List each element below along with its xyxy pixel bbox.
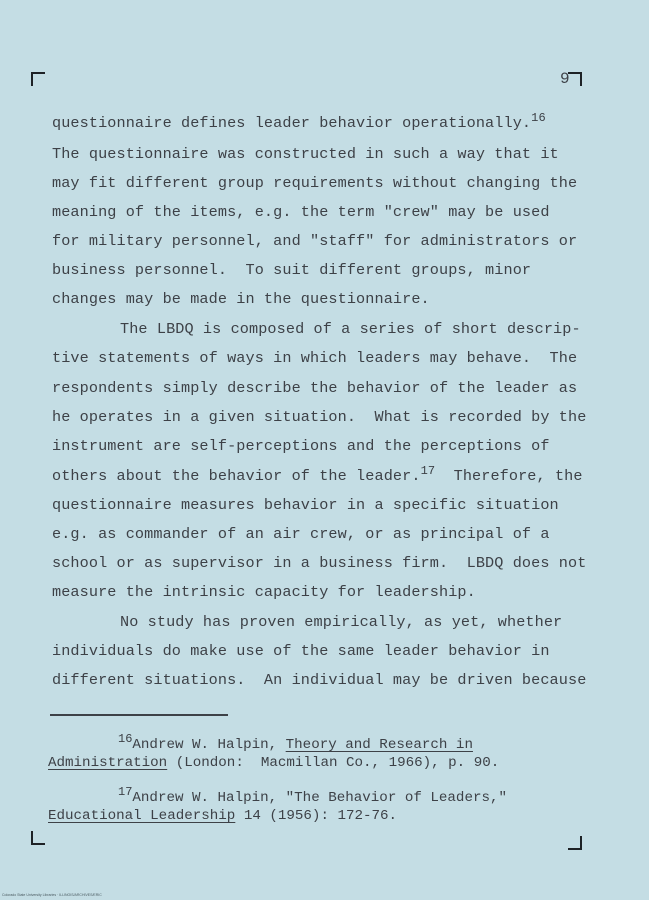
crop-mark-top-right [568,72,582,86]
page-number: 9 [560,70,570,88]
body-line: different situations. An individual may be driven because [52,671,587,689]
footnote-ref-16[interactable]: 16 [531,111,546,125]
body-line: individuals do make use of the same leader behavior in [52,642,550,660]
body-line: meaning of the items, e.g. the term "crew" may be used [52,203,550,221]
body-line: may fit different group requirements without changing the [52,174,578,192]
body-line: respondents simply describe the behavior of the leader as [52,379,578,397]
body-line: The LBDQ is composed of a series of short descrip- [120,320,581,338]
footnote-ref-17[interactable]: 17 [420,464,436,478]
footnote-16-line2: Administration (London: Macmillan Co., 1966), p. 90. [48,755,500,771]
body-line: No study has proven empirically, as yet, whether [120,613,563,631]
body-line: tive statements of ways in which leaders may behave. The [52,349,578,367]
footnote-16-line1: $^{16}$Andrew W. Halpin, Theory and Research in [118,732,473,753]
body-line: business personnel. To suit different groups, minor [52,261,532,279]
body-line: changes may be made in the questionnaire. [52,290,430,308]
scan-footer-label: Colorado State University Libraries · ILLINOIS/ARCHIVES/ERIC [2,893,102,897]
footnote-17-line2: Educational Leadership 14 (1956): 172-76. [48,808,398,824]
body-line: e.g. as commander of an air crew, or as principal of a [52,525,550,543]
body-line: for military personnel, and "staff" for administrators or [52,232,578,250]
footnote-17-line1: $^{17}$Andrew W. Halpin, "The Behavior of Leaders," [118,785,508,806]
body-line: school or as supervisor in a business firm. LBDQ does not [52,554,587,572]
body-line: questionnaire defines leader behavior operationally.$^{16}$ [52,111,546,132]
body-line: questionnaire measures behavior in a specific situation [52,496,559,514]
body-line: he operates in a given situation. What is recorded by the [52,408,587,426]
crop-mark-top-left [31,72,45,86]
footnote-divider [50,714,228,716]
body-line: measure the intrinsic capacity for leadership. [52,583,476,601]
body-line: instrument are self-perceptions and the perceptions of [52,437,550,455]
crop-mark-bottom-right [568,836,582,850]
body-line: others about the behavior of the leader.$^{17}$ Therefore, the [52,464,583,485]
crop-mark-bottom-left [31,831,45,845]
body-line: The questionnaire was constructed in such a way that it [52,145,559,163]
